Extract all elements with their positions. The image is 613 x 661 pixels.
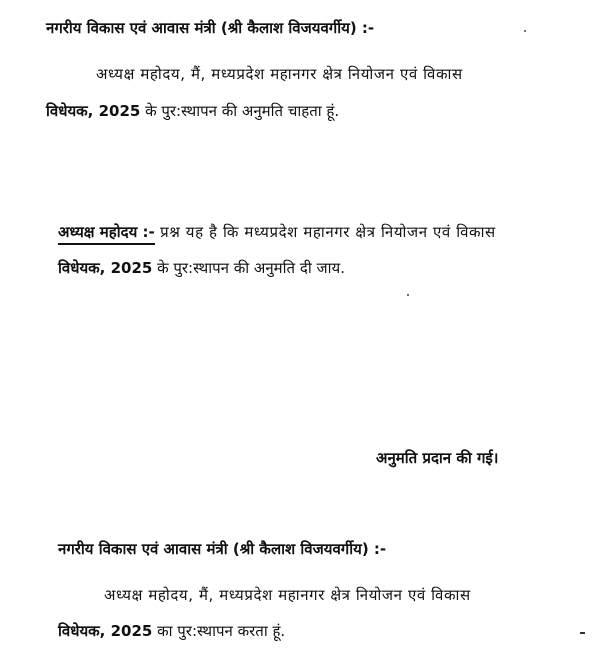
permission-granted-status: अनुमति प्रदान की गई।: [376, 449, 499, 467]
minister-speech-line-3: अध्यक्ष महोदय, मैं, मध्यप्रदेश महानगर क्षेत्र नियोजन एवं विकास: [104, 586, 471, 604]
bill-year: विधेयक, 2025: [58, 622, 153, 640]
speech-continuation: का पुर:स्थापन करता हूं.: [152, 622, 286, 640]
minister-speech-line-2: [46, 101, 339, 121]
speaker-label-underlined: अध्यक्ष महोदय :-: [58, 222, 155, 245]
speck: [407, 294, 409, 296]
question-continuation: के पुर:स्थापन की अनुमति दी जाय.: [152, 259, 345, 277]
speech-continuation: के पुर:स्थापन की अनुमति चाहता हूं.: [140, 102, 340, 120]
speaker-line-2: [58, 258, 345, 278]
speaker-line-1: [58, 222, 496, 245]
minister-speech-line-1: अध्यक्ष महोदय, मैं, मध्यप्रदेश महानगर क्षेत्र नियोजन एवं विकास: [96, 65, 463, 83]
minister-speaker-heading-2: नगरीय विकास एवं आवास मंत्री (श्री कैलाश विजयवर्गीय) :-: [58, 540, 387, 558]
minister-speech-line-4: [58, 621, 285, 641]
minister-speaker-heading-1: नगरीय विकास एवं आवास मंत्री (श्री कैलाश विजयवर्गीय) :-: [46, 19, 375, 37]
speck: [524, 30, 526, 32]
speck: [580, 632, 585, 634]
bill-year: विधेयक, 2025: [46, 102, 141, 120]
speaker-question: प्रश्न यह है कि मध्यप्रदेश महानगर क्षेत्र नियोजन एवं विकास: [154, 223, 496, 241]
bill-year: विधेयक, 2025: [58, 259, 153, 277]
